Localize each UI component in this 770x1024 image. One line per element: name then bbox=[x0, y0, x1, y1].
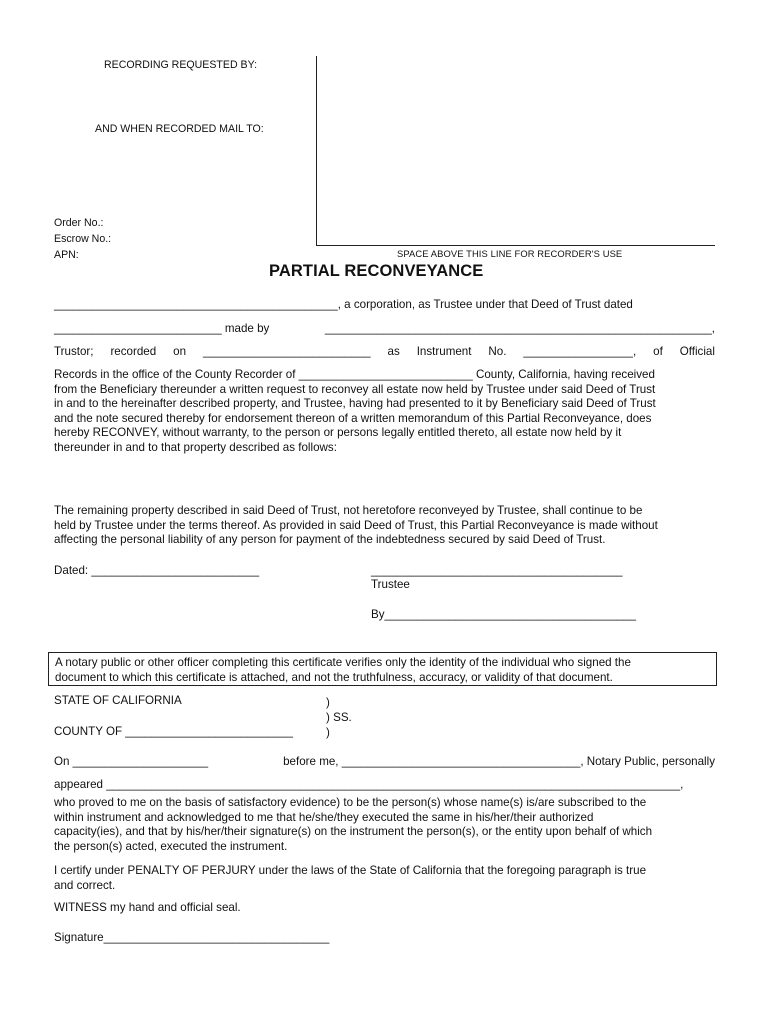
ss-label: ) SS. bbox=[326, 711, 352, 724]
instrument-number-blank: _________________, bbox=[523, 345, 637, 358]
trustee-line-text: ____________________________________________, a corporation, as Trustee under that Deed of Trust dated bbox=[54, 298, 633, 311]
paragraph-line: The remaining property described in said Deed of Trust, not heretofore reconveyed by Trustee, shall continue to be bbox=[54, 504, 643, 517]
witness-line: WITNESS my hand and official seal. bbox=[54, 901, 241, 914]
recorder-divider-vertical bbox=[316, 56, 317, 246]
recording-requested-by-label: RECORDING REQUESTED BY: bbox=[104, 59, 258, 71]
certify-paragraph bbox=[54, 864, 715, 893]
notary-notice-line: A notary public or other officer completing this certificate verifies only the identity of the individual who signed the bbox=[55, 656, 631, 669]
of-word: of bbox=[653, 345, 663, 358]
venue-paren: ) bbox=[326, 726, 330, 739]
appeared-line: appeared _________________________________________________________________________________________, bbox=[54, 778, 684, 791]
made-by-name-blank: ____________________________________________________________, bbox=[324, 322, 715, 335]
paragraph-line: capacity(ies), and that by his/her/their signature(s) on the instrument the person(s), or the entity upon behalf of which bbox=[54, 825, 653, 839]
paragraph-line: held by Trustee under the terms thereof. As provided in said Deed of Trust, this Partial Reconveyance is made without bbox=[54, 518, 658, 532]
made-by-line bbox=[54, 322, 715, 337]
remaining-property-paragraph bbox=[54, 504, 715, 548]
recorder-space-note: SPACE ABOVE THIS LINE FOR RECORDER'S USE bbox=[397, 248, 623, 259]
order-no-label: Order No.: bbox=[54, 217, 104, 229]
recorded-word: recorded bbox=[110, 345, 157, 358]
notary-notice-box bbox=[48, 652, 717, 686]
instrument-word: Instrument bbox=[416, 345, 472, 358]
notary-notice-line: document to which this certificate is attached, and not the truthfulness, accuracy, or validity of that document. bbox=[55, 670, 613, 684]
as-word: as bbox=[387, 345, 400, 358]
paragraph-line: and correct. bbox=[54, 878, 116, 892]
trustor-recorded-line bbox=[54, 345, 715, 360]
paragraph-line: who proved to me on the basis of satisfactory evidence) to be the person(s) whose name(s) is/are subscribed to the bbox=[54, 796, 647, 809]
made-by-date-blank: __________________________ made by bbox=[54, 322, 270, 335]
paragraph-line: hereby RECONVEY, without warranty, to the person or persons legally entitled thereto, all estate now held by it bbox=[54, 426, 622, 440]
paragraph-line: affecting the personal liability of any person for payment of the indebtedness secured by said Deed of Trust. bbox=[54, 533, 606, 547]
proved-paragraph bbox=[54, 796, 715, 854]
trustee-signature-line: _______________________________________ bbox=[371, 564, 623, 577]
recorded-date-blank: __________________________ bbox=[202, 345, 371, 358]
paragraph-line: and the note secured thereby for endorsement thereon of a written memorandum of this Partial Reconveyance, does bbox=[54, 411, 652, 425]
escrow-no-label: Escrow No.: bbox=[54, 233, 112, 245]
dated-line: Dated: __________________________ bbox=[54, 564, 260, 577]
before-me-text: before me, _____________________________________, Notary Public, personally bbox=[283, 755, 715, 768]
state-label: STATE OF CALIFORNIA bbox=[54, 694, 182, 707]
before-me-line bbox=[54, 755, 715, 770]
recorder-divider-horizontal bbox=[316, 245, 715, 246]
official-word: Official bbox=[679, 345, 715, 358]
reconvey-paragraph bbox=[54, 368, 715, 456]
on-date-blank: On _____________________ bbox=[54, 755, 209, 768]
when-recorded-mail-to-label: AND WHEN RECORDED MAIL TO: bbox=[95, 123, 264, 135]
by-signature-line: By_______________________________________ bbox=[371, 608, 636, 621]
trustee-line bbox=[54, 298, 715, 313]
apn-label: APN: bbox=[54, 249, 79, 261]
paragraph-line: thereunder in and to that property described as follows: bbox=[54, 440, 337, 454]
paragraph-line: Records in the office of the County Recorder of ___________________________ County, California, having received bbox=[54, 368, 655, 381]
trustor-word: Trustor; bbox=[54, 345, 94, 358]
on-word: on bbox=[173, 345, 187, 358]
no-word: No. bbox=[488, 345, 507, 358]
paragraph-line: in and to the hereinafter described property, and Trustee, having had presented to it by Beneficiary said Deed of Trust bbox=[54, 397, 656, 411]
trustee-label: Trustee bbox=[371, 578, 410, 591]
notary-signature-line: Signature___________________________________ bbox=[54, 931, 330, 944]
document-title: PARTIAL RECONVEYANCE bbox=[269, 262, 484, 280]
paragraph-line: within instrument and acknowledged to me that he/she/they executed the same in his/her/their authorized bbox=[54, 810, 594, 824]
county-line: COUNTY OF __________________________ bbox=[54, 725, 293, 738]
paragraph-line: from the Beneficiary thereunder a written request to reconvey all estate now held by Trustee under said Deed of Trust bbox=[54, 382, 656, 396]
paragraph-line: I certify under PENALTY OF PERJURY under the laws of the State of California that the foregoing paragraph is true bbox=[54, 864, 647, 877]
paragraph-line: the person(s) acted, executed the instrument. bbox=[54, 839, 288, 853]
venue-paren: ) bbox=[326, 696, 330, 709]
